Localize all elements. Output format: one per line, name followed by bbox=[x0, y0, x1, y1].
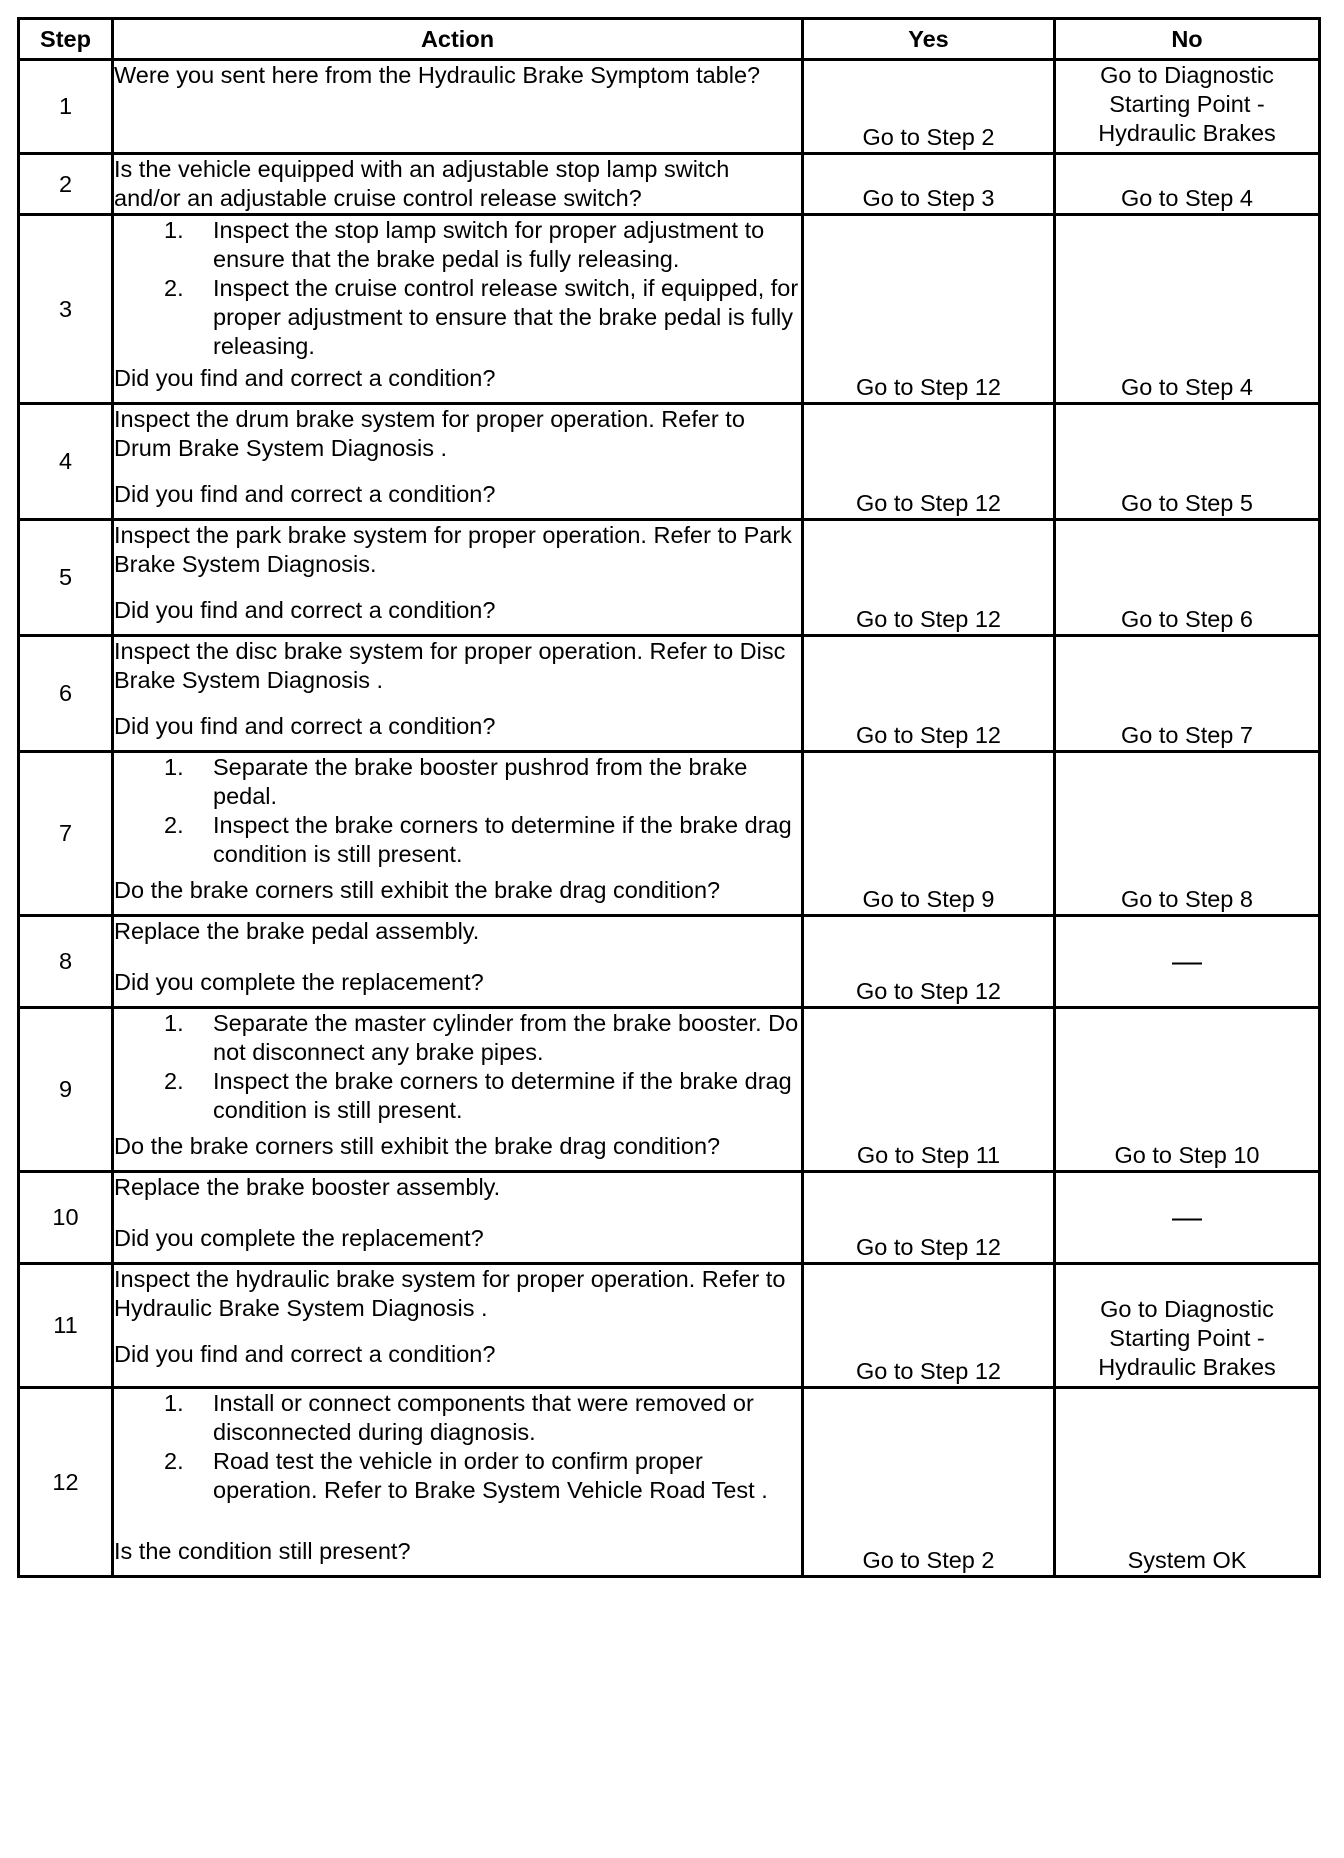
no-result: — bbox=[1055, 1172, 1320, 1264]
table-row bbox=[19, 215, 1320, 404]
action-text: Inspect the hydraulic brake system for proper operation. Refer to Hydraulic Brake System Diagnosis . bbox=[114, 1266, 786, 1321]
action-step-item bbox=[114, 216, 801, 274]
action-steps-list bbox=[114, 216, 801, 361]
yes-result: Go to Step 9 bbox=[803, 752, 1055, 916]
action-step-item bbox=[114, 753, 801, 811]
table-row bbox=[19, 154, 1320, 215]
action-question: Did you find and correct a condition? bbox=[114, 481, 496, 507]
action-step-number: 1. bbox=[164, 1390, 184, 1416]
header-yes: Yes bbox=[803, 19, 1055, 60]
action-question: Did you find and correct a condition? bbox=[114, 1341, 496, 1367]
action-step-text: Separate the master cylinder from the brake booster. Do not disconnect any brake pipes. bbox=[213, 1010, 799, 1065]
action-text: Replace the brake pedal assembly. bbox=[114, 918, 480, 944]
table-row bbox=[19, 1172, 1320, 1264]
header-action: Action bbox=[113, 19, 803, 60]
action-instructions bbox=[114, 1173, 801, 1202]
action-step-item bbox=[114, 1447, 801, 1505]
step-number: 6 bbox=[19, 636, 113, 752]
action-text: Inspect the disc brake system for proper operation. Refer to Disc Brake System Diagnosis . bbox=[114, 638, 786, 693]
yes-result: Go to Step 3 bbox=[803, 154, 1055, 215]
action-question: Did you find and correct a condition? bbox=[114, 713, 496, 739]
action-question: Did you complete the replacement? bbox=[114, 1225, 484, 1251]
action-step-number: 2. bbox=[164, 812, 184, 838]
action-step-text: Install or connect components that were removed or disconnected during diagnosis. bbox=[213, 1390, 754, 1445]
diagnostic-table bbox=[17, 17, 1321, 1578]
action-cell bbox=[113, 1172, 803, 1264]
action-instructions bbox=[114, 521, 801, 579]
yes-result: Go to Step 12 bbox=[803, 1264, 1055, 1388]
yes-result: Go to Step 12 bbox=[803, 1172, 1055, 1264]
action-step-item bbox=[114, 1009, 801, 1067]
yes-result: Go to Step 12 bbox=[803, 215, 1055, 404]
action-cell bbox=[113, 1264, 803, 1388]
no-result: Go to Step 8 bbox=[1055, 752, 1320, 916]
action-cell bbox=[113, 520, 803, 636]
no-result: Go to Step 4 bbox=[1055, 154, 1320, 215]
action-text: Inspect the park brake system for proper operation. Refer to Park Brake System Diagnosis. bbox=[114, 522, 792, 577]
action-step-text: Separate the brake booster pushrod from the brake pedal. bbox=[213, 754, 748, 809]
yes-result: Go to Step 11 bbox=[803, 1008, 1055, 1172]
action-question: Did you complete the replacement? bbox=[114, 969, 484, 995]
action-step-number: 1. bbox=[164, 217, 184, 243]
step-number: 12 bbox=[19, 1388, 113, 1577]
action-steps-list bbox=[114, 1389, 801, 1505]
action-step-text: Inspect the brake corners to determine if the brake drag condition is still present. bbox=[213, 1068, 792, 1123]
yes-result: Go to Step 12 bbox=[803, 636, 1055, 752]
action-step-item bbox=[114, 1389, 801, 1447]
yes-result: Go to Step 2 bbox=[803, 60, 1055, 154]
action-question: Did you find and correct a condition? bbox=[114, 597, 496, 623]
action-steps-list bbox=[114, 753, 801, 869]
table-row bbox=[19, 1388, 1320, 1577]
action-step-text: Inspect the cruise control release switch, if equipped, for proper adjustment to ensure that the brake pedal is fully releasing. bbox=[213, 275, 799, 359]
action-step-number: 2. bbox=[164, 275, 184, 301]
action-cell bbox=[113, 1008, 803, 1172]
action-instructions bbox=[114, 637, 801, 695]
yes-result: Go to Step 2 bbox=[803, 1388, 1055, 1577]
action-step-item bbox=[114, 811, 801, 869]
no-result: Go to Step 7 bbox=[1055, 636, 1320, 752]
action-text: Is the vehicle equipped with an adjustable stop lamp switch and/or an adjustable cruise control release switch? bbox=[114, 156, 730, 211]
table-row bbox=[19, 752, 1320, 916]
header-row bbox=[19, 19, 1320, 60]
action-step-item bbox=[114, 1067, 801, 1125]
header-step: Step bbox=[19, 19, 113, 60]
table-row bbox=[19, 636, 1320, 752]
action-cell bbox=[113, 636, 803, 752]
no-result: Go to Step 5 bbox=[1055, 404, 1320, 520]
yes-result: Go to Step 12 bbox=[803, 916, 1055, 1008]
action-instructions bbox=[114, 61, 801, 90]
header-no: No bbox=[1055, 19, 1320, 60]
no-result: Go to Step 6 bbox=[1055, 520, 1320, 636]
action-question: Did you find and correct a condition? bbox=[114, 365, 496, 391]
table-row bbox=[19, 404, 1320, 520]
action-step-text: Road test the vehicle in order to confirm proper operation. Refer to Brake System Vehicle Road Test . bbox=[213, 1448, 768, 1503]
action-question: Do the brake corners still exhibit the brake drag condition? bbox=[114, 877, 721, 903]
action-step-number: 2. bbox=[164, 1068, 184, 1094]
action-cell bbox=[113, 60, 803, 154]
action-step-text: Inspect the stop lamp switch for proper adjustment to ensure that the brake pedal is fully releasing. bbox=[213, 217, 765, 272]
no-result: Go to Diagnostic Starting Point - Hydraulic Brakes bbox=[1055, 60, 1320, 154]
action-step-number: 1. bbox=[164, 1010, 184, 1036]
action-step-number: 1. bbox=[164, 754, 184, 780]
action-question: Do the brake corners still exhibit the brake drag condition? bbox=[114, 1133, 721, 1159]
step-number: 9 bbox=[19, 1008, 113, 1172]
action-instructions bbox=[114, 1389, 801, 1505]
step-number: 2 bbox=[19, 154, 113, 215]
table-row bbox=[19, 60, 1320, 154]
action-question: Is the condition still present? bbox=[114, 1538, 411, 1564]
action-instructions bbox=[114, 1009, 801, 1125]
table-row bbox=[19, 520, 1320, 636]
no-result: — bbox=[1055, 916, 1320, 1008]
no-result: Go to Diagnostic Starting Point - Hydraulic Brakes bbox=[1055, 1264, 1320, 1388]
action-instructions bbox=[114, 917, 801, 946]
step-number: 8 bbox=[19, 916, 113, 1008]
table-row bbox=[19, 1264, 1320, 1388]
action-cell bbox=[113, 154, 803, 215]
yes-result: Go to Step 12 bbox=[803, 520, 1055, 636]
action-step-number: 2. bbox=[164, 1448, 184, 1474]
yes-result: Go to Step 12 bbox=[803, 404, 1055, 520]
action-cell bbox=[113, 215, 803, 404]
step-number: 7 bbox=[19, 752, 113, 916]
table-row bbox=[19, 1008, 1320, 1172]
action-text: Were you sent here from the Hydraulic Brake Symptom table? bbox=[114, 62, 761, 88]
step-number: 11 bbox=[19, 1264, 113, 1388]
action-text: Inspect the drum brake system for proper operation. Refer to Drum Brake System Diagnosis . bbox=[114, 406, 745, 461]
step-number: 3 bbox=[19, 215, 113, 404]
action-text: Replace the brake booster assembly. bbox=[114, 1174, 501, 1200]
action-instructions bbox=[114, 405, 801, 463]
step-number: 1 bbox=[19, 60, 113, 154]
no-result: Go to Step 4 bbox=[1055, 215, 1320, 404]
step-number: 4 bbox=[19, 404, 113, 520]
table-row bbox=[19, 916, 1320, 1008]
step-number: 5 bbox=[19, 520, 113, 636]
action-cell bbox=[113, 916, 803, 1008]
action-cell bbox=[113, 404, 803, 520]
no-result: Go to Step 10 bbox=[1055, 1008, 1320, 1172]
action-instructions bbox=[114, 155, 801, 213]
action-step-item bbox=[114, 274, 801, 361]
action-instructions bbox=[114, 753, 801, 869]
action-cell bbox=[113, 1388, 803, 1577]
action-instructions bbox=[114, 1265, 801, 1323]
action-instructions bbox=[114, 216, 801, 361]
action-step-text: Inspect the brake corners to determine if the brake drag condition is still present. bbox=[213, 812, 792, 867]
step-number: 10 bbox=[19, 1172, 113, 1264]
no-result: System OK bbox=[1055, 1388, 1320, 1577]
action-steps-list bbox=[114, 1009, 801, 1125]
action-cell bbox=[113, 752, 803, 916]
